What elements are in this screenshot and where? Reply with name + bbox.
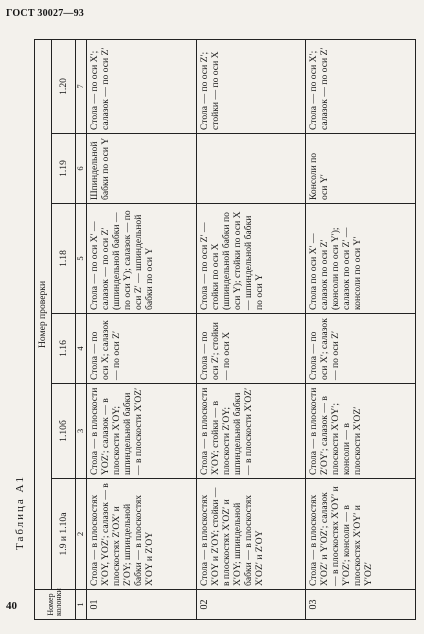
- table-row: [87, 39, 197, 619]
- table-cell: Стола — по оси X′; салазок — по оси Z′: [87, 39, 197, 133]
- group-header: Номер проверки: [35, 39, 52, 589]
- table-cell: Стола — по оси X; салазок — по оси Z′: [87, 314, 197, 384]
- corner-header: Номер колонки: [35, 590, 76, 620]
- table-cell: [196, 134, 306, 204]
- table-cell: Стола — по оси Z′ — стойки по оси X (шпиндельной бабки по оси Y); стойки по оси X — шпиндельной бабки по оси Y: [196, 204, 306, 314]
- rotated-table-container: [34, 40, 416, 620]
- table-cell: Стола — по оси X′ — салазок — по оси Z′ (шпиндельной бабки — по оси Y); салазок — по оси Z′ — шпиндельной бабки по оси Y: [87, 204, 197, 314]
- column-index: 2: [76, 479, 87, 590]
- check-number: 1.10б: [52, 384, 76, 479]
- table-cell: Стола — в плоскости X′OY; стойки — в плоскости Z′OY; шпиндельной бабки — в плоскости X′OZ′: [196, 384, 306, 479]
- table-cell: Стола — по оси Z′; стойки — по оси X: [196, 314, 306, 384]
- column-index: 7: [76, 39, 87, 133]
- specification-table: [34, 39, 416, 620]
- check-number: 1.19: [52, 134, 76, 204]
- table-cell: Стола — в плоскостях X′OY и Z′OY; стойки — в плоскостях X′OZ′ и X′OY; шпиндельной бабки — в плоскостях X′OZ′ и Z′OY: [196, 479, 306, 590]
- check-number: 1.18: [52, 204, 76, 314]
- row-code: 02: [196, 590, 306, 620]
- table-caption: Таблица А1: [14, 475, 26, 550]
- table-cell: Стола — по оси X′; салазок — по оси Z′: [306, 314, 416, 384]
- check-number: 1.16: [52, 314, 76, 384]
- column-index: 1: [76, 590, 87, 620]
- table-cell: Стола по оси X′ — салазок по оси Z′ (консоли по оси Y′); салазок по оси Z′ — консоли по оси Y′: [306, 204, 416, 314]
- check-number: 1.20: [52, 39, 76, 133]
- column-index-row: [76, 39, 87, 619]
- table-cell: Стола — по оси Z′; стойки — по оси X: [196, 39, 306, 133]
- table-cell: Стола — в плоскости YOZ′; салазок — в плоскости X′OY; шпиндельной бабки — в плоскости X′OZ′: [87, 384, 197, 479]
- row-code: 03: [306, 590, 416, 620]
- table-row: [306, 39, 416, 619]
- row-code: 01: [87, 590, 197, 620]
- table-cell: Стола — в плоскости Z′OY′; салазок — в плоскости X′OY′; консоли — в плоскости X′OZ′: [306, 384, 416, 479]
- header-row: [35, 39, 52, 619]
- check-number-row: [52, 39, 76, 619]
- page-header: ГОСТ 30027—93: [6, 8, 85, 19]
- column-index: 5: [76, 204, 87, 314]
- column-index: 3: [76, 384, 87, 479]
- page-number: 40: [6, 600, 17, 612]
- table-cell: Шпиндельной бабки по оси Y: [87, 134, 197, 204]
- table-cell: Стола — в плоскостях X′OY, YOZ′; салазок — в плоскостях Z′OX′ и Z′OY; шпиндельной бабки — в плоскостях X′OY и Z′OY: [87, 479, 197, 590]
- table-cell: Стола — в плоскостях X′OZ′ и Y′OZ′; салазок — в плоскостях X′OY′ и Y′OZ′; консоли — в плоскостях X′OY′ и Y′OZ′: [306, 479, 416, 590]
- check-number: 1.9 и 1.10а: [52, 479, 76, 590]
- column-index: 6: [76, 134, 87, 204]
- table-cell: Консоли по оси Y′: [306, 134, 416, 204]
- column-index: 4: [76, 314, 87, 384]
- table-cell: Стола — по оси X′; салазок — по оси Z′: [306, 39, 416, 133]
- table-row: [196, 39, 306, 619]
